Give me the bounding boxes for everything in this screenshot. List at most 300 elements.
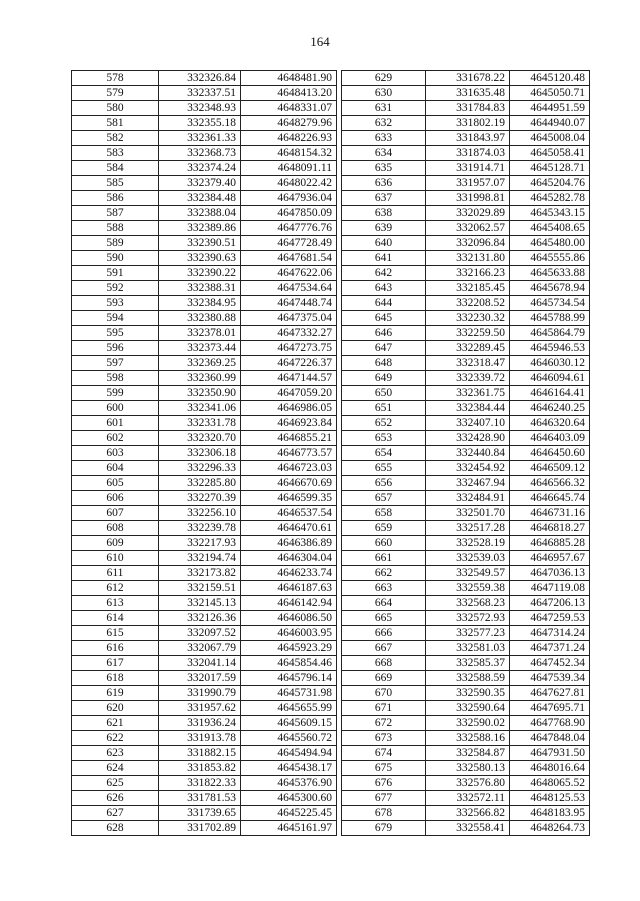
table-row bbox=[342, 791, 590, 806]
point-number-cell: 677 bbox=[342, 791, 426, 806]
point-number-cell: 660 bbox=[342, 536, 426, 551]
x-coordinate-cell: 332320.70 bbox=[159, 431, 241, 446]
table-row bbox=[342, 506, 590, 521]
table-row bbox=[72, 521, 337, 536]
x-coordinate-cell: 332041.14 bbox=[159, 656, 241, 671]
point-number-cell: 587 bbox=[72, 206, 159, 221]
x-coordinate-cell: 332378.01 bbox=[159, 326, 241, 341]
x-coordinate-cell: 332360.99 bbox=[159, 371, 241, 386]
x-coordinate-cell: 332326.84 bbox=[159, 71, 241, 86]
point-number-cell: 600 bbox=[72, 401, 159, 416]
table-row bbox=[342, 281, 590, 296]
point-number-cell: 631 bbox=[342, 101, 426, 116]
y-coordinate-cell: 4647622.06 bbox=[241, 266, 337, 281]
point-number-cell: 647 bbox=[342, 341, 426, 356]
point-number-cell: 671 bbox=[342, 701, 426, 716]
table-row bbox=[72, 311, 337, 326]
x-coordinate-cell: 332339.72 bbox=[426, 371, 510, 386]
x-coordinate-cell: 332239.78 bbox=[159, 521, 241, 536]
y-coordinate-cell: 4645678.94 bbox=[510, 281, 590, 296]
y-coordinate-cell: 4645204.76 bbox=[510, 176, 590, 191]
x-coordinate-cell: 332501.70 bbox=[426, 506, 510, 521]
table-row bbox=[72, 281, 337, 296]
y-coordinate-cell: 4648065.52 bbox=[510, 776, 590, 791]
table-row bbox=[342, 716, 590, 731]
x-coordinate-cell: 332379.40 bbox=[159, 176, 241, 191]
point-number-cell: 611 bbox=[72, 566, 159, 581]
x-coordinate-cell: 332185.45 bbox=[426, 281, 510, 296]
x-coordinate-cell: 332572.93 bbox=[426, 611, 510, 626]
point-number-cell: 672 bbox=[342, 716, 426, 731]
y-coordinate-cell: 4646403.09 bbox=[510, 431, 590, 446]
y-coordinate-cell: 4646187.63 bbox=[241, 581, 337, 596]
y-coordinate-cell: 4646450.60 bbox=[510, 446, 590, 461]
table-row bbox=[72, 491, 337, 506]
y-coordinate-cell: 4646645.74 bbox=[510, 491, 590, 506]
point-number-cell: 661 bbox=[342, 551, 426, 566]
x-coordinate-cell: 332549.57 bbox=[426, 566, 510, 581]
table-row bbox=[72, 221, 337, 236]
y-coordinate-cell: 4645128.71 bbox=[510, 161, 590, 176]
table-row bbox=[342, 416, 590, 431]
table-row bbox=[342, 176, 590, 191]
x-coordinate-cell: 332355.18 bbox=[159, 116, 241, 131]
table-row bbox=[342, 731, 590, 746]
point-number-cell: 624 bbox=[72, 761, 159, 776]
point-number-cell: 594 bbox=[72, 311, 159, 326]
x-coordinate-cell: 332067.79 bbox=[159, 641, 241, 656]
table-row bbox=[72, 671, 337, 686]
y-coordinate-cell: 4648016.64 bbox=[510, 761, 590, 776]
x-coordinate-cell: 332572.11 bbox=[426, 791, 510, 806]
table-row bbox=[72, 401, 337, 416]
x-coordinate-cell: 332588.16 bbox=[426, 731, 510, 746]
x-coordinate-cell: 332341.06 bbox=[159, 401, 241, 416]
y-coordinate-cell: 4645161.97 bbox=[241, 821, 337, 836]
x-coordinate-cell: 332166.23 bbox=[426, 266, 510, 281]
x-coordinate-cell: 332062.57 bbox=[426, 221, 510, 236]
table-row bbox=[72, 326, 337, 341]
y-coordinate-cell: 4647681.54 bbox=[241, 251, 337, 266]
y-coordinate-cell: 4647728.49 bbox=[241, 236, 337, 251]
point-number-cell: 665 bbox=[342, 611, 426, 626]
y-coordinate-cell: 4647534.64 bbox=[241, 281, 337, 296]
coordinates-table-left bbox=[71, 70, 337, 836]
table-row bbox=[72, 776, 337, 791]
x-coordinate-cell: 332467.94 bbox=[426, 476, 510, 491]
point-number-cell: 674 bbox=[342, 746, 426, 761]
y-coordinate-cell: 4647931.50 bbox=[510, 746, 590, 761]
x-coordinate-cell: 332388.04 bbox=[159, 206, 241, 221]
point-number-cell: 601 bbox=[72, 416, 159, 431]
x-coordinate-cell: 332584.87 bbox=[426, 746, 510, 761]
table-row bbox=[72, 266, 337, 281]
x-coordinate-cell: 332256.10 bbox=[159, 506, 241, 521]
x-coordinate-cell: 332159.51 bbox=[159, 581, 241, 596]
point-number-cell: 589 bbox=[72, 236, 159, 251]
x-coordinate-cell: 332384.44 bbox=[426, 401, 510, 416]
y-coordinate-cell: 4647206.13 bbox=[510, 596, 590, 611]
x-coordinate-cell: 332131.80 bbox=[426, 251, 510, 266]
table-row bbox=[342, 806, 590, 821]
x-coordinate-cell: 332568.23 bbox=[426, 596, 510, 611]
y-coordinate-cell: 4647059.20 bbox=[241, 386, 337, 401]
x-coordinate-cell: 332428.90 bbox=[426, 431, 510, 446]
y-coordinate-cell: 4645796.14 bbox=[241, 671, 337, 686]
y-coordinate-cell: 4645864.79 bbox=[510, 326, 590, 341]
table-row bbox=[342, 341, 590, 356]
y-coordinate-cell: 4646855.21 bbox=[241, 431, 337, 446]
x-coordinate-cell: 332590.64 bbox=[426, 701, 510, 716]
x-coordinate-cell: 332173.82 bbox=[159, 566, 241, 581]
point-number-cell: 676 bbox=[342, 776, 426, 791]
table-row bbox=[72, 461, 337, 476]
table-row bbox=[342, 581, 590, 596]
x-coordinate-cell: 332528.19 bbox=[426, 536, 510, 551]
y-coordinate-cell: 4645225.45 bbox=[241, 806, 337, 821]
y-coordinate-cell: 4646164.41 bbox=[510, 386, 590, 401]
x-coordinate-cell: 332361.33 bbox=[159, 131, 241, 146]
x-coordinate-cell: 331739.65 bbox=[159, 806, 241, 821]
x-coordinate-cell: 332350.90 bbox=[159, 386, 241, 401]
point-number-cell: 628 bbox=[72, 821, 159, 836]
y-coordinate-cell: 4645854.46 bbox=[241, 656, 337, 671]
x-coordinate-cell: 332096.84 bbox=[426, 236, 510, 251]
x-coordinate-cell: 332194.74 bbox=[159, 551, 241, 566]
x-coordinate-cell: 331914.71 bbox=[426, 161, 510, 176]
x-coordinate-cell: 332296.33 bbox=[159, 461, 241, 476]
point-number-cell: 612 bbox=[72, 581, 159, 596]
table-row bbox=[72, 761, 337, 776]
y-coordinate-cell: 4645300.60 bbox=[241, 791, 337, 806]
table-row bbox=[72, 551, 337, 566]
point-number-cell: 585 bbox=[72, 176, 159, 191]
point-number-cell: 591 bbox=[72, 266, 159, 281]
table-row bbox=[342, 656, 590, 671]
point-number-cell: 609 bbox=[72, 536, 159, 551]
point-number-cell: 669 bbox=[342, 671, 426, 686]
point-number-cell: 582 bbox=[72, 131, 159, 146]
point-number-cell: 640 bbox=[342, 236, 426, 251]
table-row bbox=[72, 656, 337, 671]
point-number-cell: 629 bbox=[342, 71, 426, 86]
point-number-cell: 581 bbox=[72, 116, 159, 131]
y-coordinate-cell: 4645734.54 bbox=[510, 296, 590, 311]
y-coordinate-cell: 4646723.03 bbox=[241, 461, 337, 476]
x-coordinate-cell: 332368.73 bbox=[159, 146, 241, 161]
table-row bbox=[72, 536, 337, 551]
x-coordinate-cell: 331998.81 bbox=[426, 191, 510, 206]
y-coordinate-cell: 4645050.71 bbox=[510, 86, 590, 101]
y-coordinate-cell: 4645946.53 bbox=[510, 341, 590, 356]
x-coordinate-cell: 332259.50 bbox=[426, 326, 510, 341]
x-coordinate-cell: 332389.86 bbox=[159, 221, 241, 236]
table-row bbox=[342, 386, 590, 401]
table-row bbox=[72, 236, 337, 251]
point-number-cell: 636 bbox=[342, 176, 426, 191]
table-row bbox=[72, 806, 337, 821]
point-number-cell: 641 bbox=[342, 251, 426, 266]
y-coordinate-cell: 4647539.34 bbox=[510, 671, 590, 686]
x-coordinate-cell: 331784.83 bbox=[426, 101, 510, 116]
x-coordinate-cell: 332517.28 bbox=[426, 521, 510, 536]
point-number-cell: 651 bbox=[342, 401, 426, 416]
table-row bbox=[342, 101, 590, 116]
x-coordinate-cell: 332558.41 bbox=[426, 821, 510, 836]
y-coordinate-cell: 4648413.20 bbox=[241, 86, 337, 101]
table-row bbox=[342, 326, 590, 341]
x-coordinate-cell: 332590.35 bbox=[426, 686, 510, 701]
table-row bbox=[72, 416, 337, 431]
table-row bbox=[342, 131, 590, 146]
coordinates-table-right bbox=[341, 70, 590, 836]
x-coordinate-cell: 331702.89 bbox=[159, 821, 241, 836]
point-number-cell: 635 bbox=[342, 161, 426, 176]
table-row bbox=[72, 596, 337, 611]
y-coordinate-cell: 4646986.05 bbox=[241, 401, 337, 416]
point-number-cell: 634 bbox=[342, 146, 426, 161]
point-number-cell: 657 bbox=[342, 491, 426, 506]
table-row bbox=[342, 776, 590, 791]
y-coordinate-cell: 4645408.65 bbox=[510, 221, 590, 236]
y-coordinate-cell: 4647314.24 bbox=[510, 626, 590, 641]
x-coordinate-cell: 331635.48 bbox=[426, 86, 510, 101]
x-coordinate-cell: 332380.88 bbox=[159, 311, 241, 326]
table-row bbox=[342, 596, 590, 611]
point-number-cell: 595 bbox=[72, 326, 159, 341]
x-coordinate-cell: 331957.07 bbox=[426, 176, 510, 191]
x-coordinate-cell: 332484.91 bbox=[426, 491, 510, 506]
x-coordinate-cell: 332289.45 bbox=[426, 341, 510, 356]
point-number-cell: 590 bbox=[72, 251, 159, 266]
point-number-cell: 654 bbox=[342, 446, 426, 461]
y-coordinate-cell: 4647375.04 bbox=[241, 311, 337, 326]
point-number-cell: 646 bbox=[342, 326, 426, 341]
point-number-cell: 598 bbox=[72, 371, 159, 386]
x-coordinate-cell: 332318.47 bbox=[426, 356, 510, 371]
table-row bbox=[72, 566, 337, 581]
y-coordinate-cell: 4645120.48 bbox=[510, 71, 590, 86]
y-coordinate-cell: 4645609.15 bbox=[241, 716, 337, 731]
table-row bbox=[342, 71, 590, 86]
x-coordinate-cell: 331990.79 bbox=[159, 686, 241, 701]
x-coordinate-cell: 332145.13 bbox=[159, 596, 241, 611]
x-coordinate-cell: 332580.13 bbox=[426, 761, 510, 776]
table-row bbox=[72, 176, 337, 191]
point-number-cell: 675 bbox=[342, 761, 426, 776]
y-coordinate-cell: 4648183.95 bbox=[510, 806, 590, 821]
y-coordinate-cell: 4646094.61 bbox=[510, 371, 590, 386]
table-row bbox=[342, 761, 590, 776]
table-row bbox=[72, 341, 337, 356]
table-row bbox=[342, 476, 590, 491]
point-number-cell: 625 bbox=[72, 776, 159, 791]
table-row bbox=[342, 431, 590, 446]
table-row bbox=[342, 161, 590, 176]
y-coordinate-cell: 4645008.04 bbox=[510, 131, 590, 146]
x-coordinate-cell: 332566.82 bbox=[426, 806, 510, 821]
point-number-cell: 644 bbox=[342, 296, 426, 311]
point-number-cell: 603 bbox=[72, 446, 159, 461]
point-number-cell: 626 bbox=[72, 791, 159, 806]
y-coordinate-cell: 4646670.69 bbox=[241, 476, 337, 491]
y-coordinate-cell: 4646599.35 bbox=[241, 491, 337, 506]
point-number-cell: 658 bbox=[342, 506, 426, 521]
x-coordinate-cell: 331678.22 bbox=[426, 71, 510, 86]
x-coordinate-cell: 332348.93 bbox=[159, 101, 241, 116]
table-row bbox=[342, 251, 590, 266]
x-coordinate-cell: 331781.53 bbox=[159, 791, 241, 806]
table-row bbox=[342, 446, 590, 461]
point-number-cell: 670 bbox=[342, 686, 426, 701]
point-number-cell: 668 bbox=[342, 656, 426, 671]
y-coordinate-cell: 4645923.29 bbox=[241, 641, 337, 656]
table-row bbox=[72, 71, 337, 86]
point-number-cell: 639 bbox=[342, 221, 426, 236]
point-number-cell: 663 bbox=[342, 581, 426, 596]
point-number-cell: 615 bbox=[72, 626, 159, 641]
point-number-cell: 653 bbox=[342, 431, 426, 446]
point-number-cell: 645 bbox=[342, 311, 426, 326]
point-number-cell: 616 bbox=[72, 641, 159, 656]
table-row bbox=[72, 686, 337, 701]
point-number-cell: 610 bbox=[72, 551, 159, 566]
x-coordinate-cell: 332217.93 bbox=[159, 536, 241, 551]
page-number: 164 bbox=[310, 34, 330, 49]
point-number-cell: 578 bbox=[72, 71, 159, 86]
table-row bbox=[72, 446, 337, 461]
y-coordinate-cell: 4647448.74 bbox=[241, 296, 337, 311]
table-row bbox=[342, 461, 590, 476]
table-row bbox=[72, 101, 337, 116]
point-number-cell: 588 bbox=[72, 221, 159, 236]
x-coordinate-cell: 332029.89 bbox=[426, 206, 510, 221]
table-row bbox=[342, 236, 590, 251]
y-coordinate-cell: 4645731.98 bbox=[241, 686, 337, 701]
table-row bbox=[342, 356, 590, 371]
x-coordinate-cell: 332581.03 bbox=[426, 641, 510, 656]
y-coordinate-cell: 4644951.59 bbox=[510, 101, 590, 116]
table-row bbox=[72, 476, 337, 491]
x-coordinate-cell: 331936.24 bbox=[159, 716, 241, 731]
point-number-cell: 596 bbox=[72, 341, 159, 356]
y-coordinate-cell: 4646773.57 bbox=[241, 446, 337, 461]
table-row bbox=[342, 641, 590, 656]
table-row bbox=[342, 266, 590, 281]
x-coordinate-cell: 332097.52 bbox=[159, 626, 241, 641]
table-row bbox=[72, 581, 337, 596]
x-coordinate-cell: 332559.38 bbox=[426, 581, 510, 596]
x-coordinate-cell: 332384.95 bbox=[159, 296, 241, 311]
point-number-cell: 621 bbox=[72, 716, 159, 731]
point-number-cell: 579 bbox=[72, 86, 159, 101]
table-row bbox=[342, 206, 590, 221]
point-number-cell: 630 bbox=[342, 86, 426, 101]
x-coordinate-cell: 332585.37 bbox=[426, 656, 510, 671]
table-row bbox=[72, 626, 337, 641]
table-row bbox=[342, 521, 590, 536]
table-row bbox=[72, 611, 337, 626]
point-number-cell: 667 bbox=[342, 641, 426, 656]
table-row bbox=[342, 551, 590, 566]
table-row bbox=[342, 401, 590, 416]
y-coordinate-cell: 4646957.67 bbox=[510, 551, 590, 566]
y-coordinate-cell: 4645788.99 bbox=[510, 311, 590, 326]
table-row bbox=[72, 251, 337, 266]
y-coordinate-cell: 4645480.00 bbox=[510, 236, 590, 251]
x-coordinate-cell: 332388.31 bbox=[159, 281, 241, 296]
point-number-cell: 637 bbox=[342, 191, 426, 206]
point-number-cell: 673 bbox=[342, 731, 426, 746]
point-number-cell: 607 bbox=[72, 506, 159, 521]
table-row bbox=[72, 146, 337, 161]
x-coordinate-cell: 332373.44 bbox=[159, 341, 241, 356]
table-row bbox=[342, 146, 590, 161]
point-number-cell: 623 bbox=[72, 746, 159, 761]
y-coordinate-cell: 4647036.13 bbox=[510, 566, 590, 581]
table-row bbox=[72, 386, 337, 401]
point-number-cell: 638 bbox=[342, 206, 426, 221]
y-coordinate-cell: 4646818.27 bbox=[510, 521, 590, 536]
x-coordinate-cell: 331913.78 bbox=[159, 731, 241, 746]
point-number-cell: 649 bbox=[342, 371, 426, 386]
table-row bbox=[342, 311, 590, 326]
x-coordinate-cell: 331957.62 bbox=[159, 701, 241, 716]
x-coordinate-cell: 332384.48 bbox=[159, 191, 241, 206]
y-coordinate-cell: 4647768.90 bbox=[510, 716, 590, 731]
table-row bbox=[342, 191, 590, 206]
point-number-cell: 679 bbox=[342, 821, 426, 836]
table-row bbox=[72, 296, 337, 311]
table-row bbox=[72, 371, 337, 386]
point-number-cell: 580 bbox=[72, 101, 159, 116]
point-number-cell: 620 bbox=[72, 701, 159, 716]
y-coordinate-cell: 4646923.84 bbox=[241, 416, 337, 431]
y-coordinate-cell: 4648125.53 bbox=[510, 791, 590, 806]
table-row bbox=[72, 206, 337, 221]
y-coordinate-cell: 4646386.89 bbox=[241, 536, 337, 551]
point-number-cell: 666 bbox=[342, 626, 426, 641]
x-coordinate-cell: 332230.32 bbox=[426, 311, 510, 326]
y-coordinate-cell: 4647371.24 bbox=[510, 641, 590, 656]
y-coordinate-cell: 4645494.94 bbox=[241, 746, 337, 761]
table-row bbox=[342, 221, 590, 236]
x-coordinate-cell: 331874.03 bbox=[426, 146, 510, 161]
table-row bbox=[72, 701, 337, 716]
point-number-cell: 659 bbox=[342, 521, 426, 536]
table-row bbox=[72, 791, 337, 806]
point-number-cell: 584 bbox=[72, 161, 159, 176]
x-coordinate-cell: 332390.63 bbox=[159, 251, 241, 266]
y-coordinate-cell: 4647226.37 bbox=[241, 356, 337, 371]
x-coordinate-cell: 332270.39 bbox=[159, 491, 241, 506]
x-coordinate-cell: 332577.23 bbox=[426, 626, 510, 641]
point-number-cell: 643 bbox=[342, 281, 426, 296]
point-number-cell: 608 bbox=[72, 521, 159, 536]
table-row bbox=[342, 86, 590, 101]
x-coordinate-cell: 331802.19 bbox=[426, 116, 510, 131]
x-coordinate-cell: 332407.10 bbox=[426, 416, 510, 431]
point-number-cell: 648 bbox=[342, 356, 426, 371]
x-coordinate-cell: 332539.03 bbox=[426, 551, 510, 566]
table-row bbox=[72, 191, 337, 206]
y-coordinate-cell: 4646030.12 bbox=[510, 356, 590, 371]
table-row bbox=[342, 686, 590, 701]
table-row bbox=[342, 626, 590, 641]
point-number-cell: 604 bbox=[72, 461, 159, 476]
y-coordinate-cell: 4646304.04 bbox=[241, 551, 337, 566]
y-coordinate-cell: 4647259.53 bbox=[510, 611, 590, 626]
